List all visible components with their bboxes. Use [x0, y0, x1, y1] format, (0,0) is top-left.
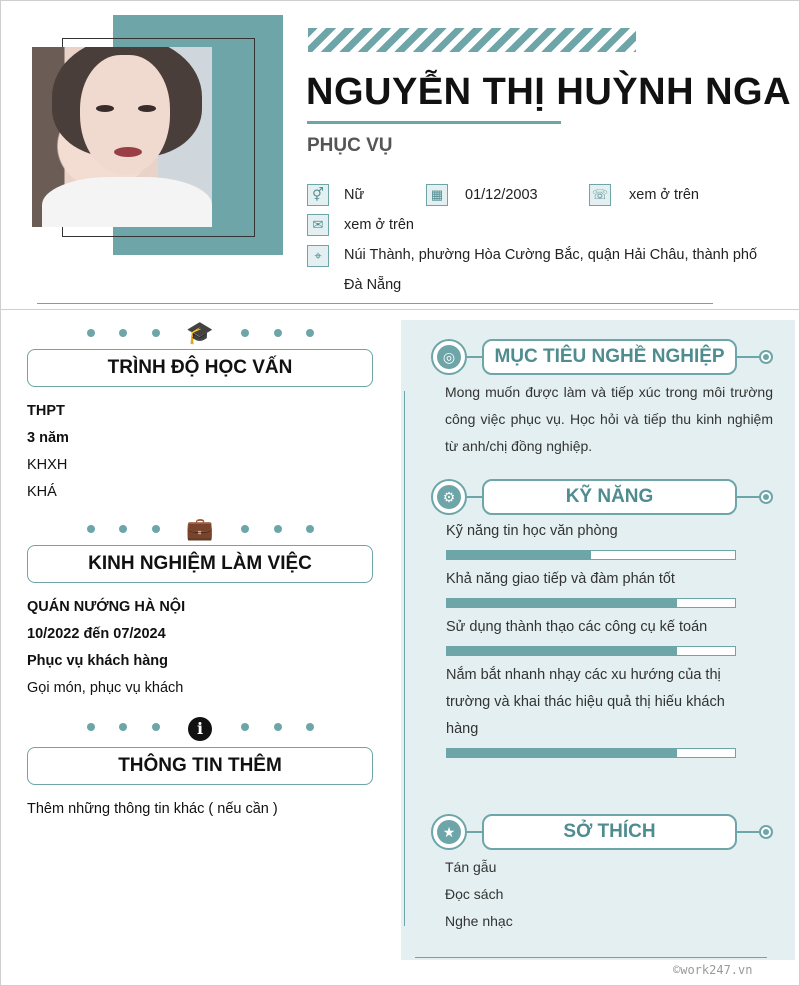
calendar-icon: ▦ — [426, 184, 448, 206]
education-duration: 3 năm — [27, 430, 69, 446]
email-value: xem ở trên — [344, 217, 414, 233]
profile-photo — [32, 47, 212, 227]
envelope-icon: ✉ — [307, 214, 329, 236]
experience-role: Phục vụ khách hàng — [27, 653, 168, 669]
experience-description: Gọi món, phục vụ khách — [27, 680, 184, 696]
target-icon: ◎ — [437, 345, 461, 369]
objective-heading: MỤC TIÊU NGHỀ NGHIỆP — [482, 339, 737, 375]
gear-icon: ⚙ — [437, 485, 461, 509]
additional-heading: THÔNG TIN THÊM — [27, 747, 373, 785]
header-divider — [37, 303, 713, 304]
education-school: THPT — [27, 403, 65, 419]
birthdate-value: 01/12/2003 — [465, 187, 538, 203]
briefcase-icon: 💼 — [186, 516, 214, 541]
education-major: KHXH — [27, 457, 68, 473]
skill-label: Sử dụng thành thạo các công cụ kế toán — [446, 619, 708, 635]
education-dots — [81, 319, 321, 349]
skills-icon-badge — [431, 479, 467, 515]
info-icon: i — [185, 713, 215, 741]
phone-icon: ☏ — [589, 184, 611, 206]
candidate-name: NGUYỄN THỊ HUỲNH NGA — [306, 71, 792, 113]
address-line-1: Núi Thành, phường Hòa Cường Bắc, quận Hải Châu, thành phố — [344, 247, 758, 263]
graduation-cap-icon: 🎓 — [186, 320, 214, 345]
skill-bar — [446, 646, 736, 656]
skills-heading: KỸ NĂNG — [482, 479, 737, 515]
skill-bar — [446, 598, 736, 608]
header-divider-full — [1, 309, 800, 310]
additional-dots — [81, 713, 321, 743]
experience-dots — [81, 515, 321, 545]
skill-bar — [446, 748, 736, 758]
additional-text: Thêm những thông tin khác ( nếu cần ) — [27, 801, 278, 817]
education-heading: TRÌNH ĐỘ HỌC VẤN — [27, 349, 373, 387]
job-position: PHỤC VỤ — [307, 135, 393, 156]
address-line-2: Đà Nẵng — [344, 277, 402, 293]
experience-company: QUÁN NƯỚNG HÀ NỘI — [27, 599, 186, 615]
experience-period: 10/2022 đến 07/2024 — [27, 626, 166, 642]
hobbies-heading: SỞ THÍCH — [482, 814, 737, 850]
star-icon: ★ — [437, 820, 461, 844]
hobbies-icon-badge — [431, 814, 467, 850]
location-pin-icon: ⌖ — [307, 245, 329, 267]
gender-icon: ⚥ — [307, 184, 329, 206]
skill-label: Kỹ năng tin học văn phòng — [446, 523, 618, 539]
hobby-item: Tán gẫu — [445, 859, 497, 875]
decorative-stripe-bar — [308, 28, 636, 52]
skill-label: Khả năng giao tiếp và đàm phán tốt — [446, 571, 675, 587]
skill-label: Nắm bắt nhanh nhạy các xu hướng của thị trường và khai thác hiệu quả thị hiếu khách hàng — [446, 667, 725, 737]
phone-value: xem ở trên — [629, 187, 699, 203]
watermark: ©work247.vn — [673, 963, 753, 977]
hobby-item: Nghe nhạc — [445, 913, 513, 929]
hobby-item: Đọc sách — [445, 886, 504, 902]
right-panel-rule — [404, 391, 405, 926]
right-panel-bottom-rule — [415, 957, 767, 958]
gender-value: Nữ — [344, 187, 365, 203]
education-grade: KHÁ — [27, 484, 57, 500]
name-underline — [307, 121, 561, 124]
objective-icon-badge — [431, 339, 467, 375]
experience-heading: KINH NGHIỆM LÀM VIỆC — [27, 545, 373, 583]
objective-text: Mong muốn được làm và tiếp xúc trong môi trường công việc phục vụ. Học hỏi và tiếp thu kinh nghiệm từ anh/chị đồng nghiệp. — [445, 384, 773, 454]
skill-bar — [446, 550, 736, 560]
